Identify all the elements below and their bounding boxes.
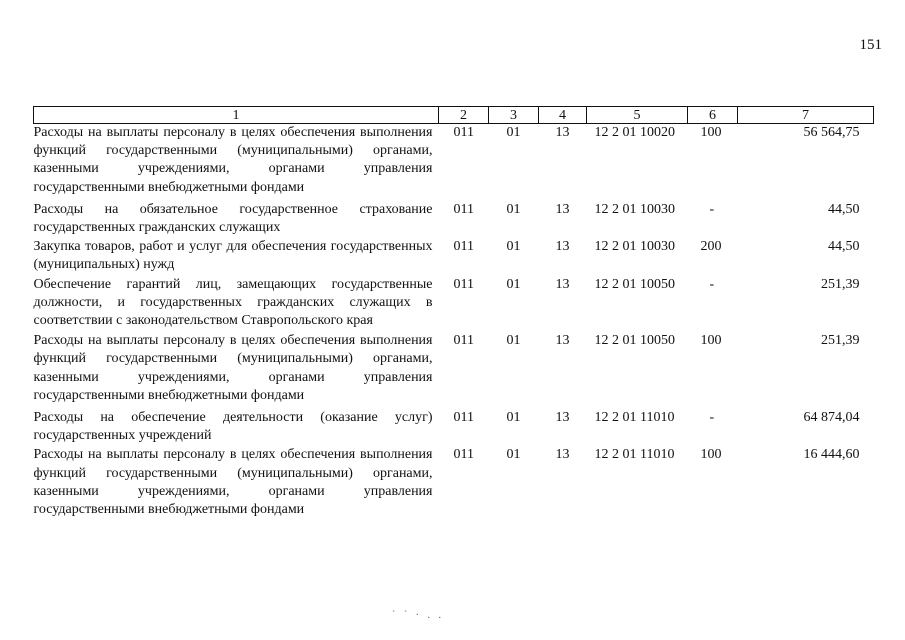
row-amount: 44,50 xyxy=(828,239,860,255)
row-admin-code: 011 xyxy=(453,125,474,140)
row-description: Расходы на выплаты персоналу в целях обеспечения выполнения функций государственными (муниципальными) органами, казенными учреждениями, органами управления государственными внебюджетными фондами xyxy=(33,333,433,403)
row-section: 01 xyxy=(506,239,521,255)
row-amount: 16 444,60 xyxy=(803,447,860,463)
row-admin-code: 011 xyxy=(453,239,474,255)
row-description: Расходы на обязательное государственное страхование государственных гражданских служащих xyxy=(33,201,433,236)
column-header-amount: 7 xyxy=(738,107,874,124)
row-section: 01 xyxy=(506,447,521,463)
table-row xyxy=(34,276,874,333)
table-row xyxy=(34,124,874,201)
row-subsection: 13 xyxy=(555,125,570,140)
row-subsection: 13 xyxy=(555,201,570,217)
row-admin-code: 011 xyxy=(453,201,474,217)
row-expense-type: 200 xyxy=(700,239,722,255)
row-admin-code: 011 xyxy=(453,276,474,292)
row-section: 01 xyxy=(506,125,521,140)
row-subsection: 13 xyxy=(555,447,570,463)
row-subsection: 13 xyxy=(555,276,570,292)
row-expense-type: 100 xyxy=(700,125,722,140)
row-subsection: 13 xyxy=(555,239,570,255)
row-section: 01 xyxy=(506,410,521,426)
row-admin-code: 011 xyxy=(453,447,474,463)
row-section: 01 xyxy=(506,333,521,349)
row-description: Расходы на выплаты персоналу в целях обеспечения выполнения функций государственными (муниципальными) органами, казенными учреждениями, органами управления государственными внебюджетными фондами xyxy=(33,447,433,518)
column-header-admin: 2 xyxy=(439,107,489,124)
column-header-expense-type: 6 xyxy=(688,107,738,124)
table-row xyxy=(34,201,874,238)
row-target-code: 12 2 01 10030 xyxy=(594,201,675,217)
row-target-code: 12 2 01 10030 xyxy=(594,239,675,255)
row-expense-type: 100 xyxy=(700,333,722,349)
row-target-code: 12 2 01 10050 xyxy=(594,276,675,292)
header-row xyxy=(34,107,874,124)
row-target-code: 12 2 01 10020 xyxy=(594,125,675,140)
row-target-code: 12 2 01 11010 xyxy=(594,410,675,426)
row-description: Закупка товаров, работ и услуг для обеспечения государственных (муниципальных) нужд xyxy=(33,239,433,273)
row-description: Расходы на выплаты персоналу в целях обеспечения выполнения функций государственными (муниципальными) органами, казенными учреждениями, органами управления государственными внебюджетными фондами xyxy=(33,125,433,195)
table-row xyxy=(34,446,874,519)
row-admin-code: 011 xyxy=(453,410,474,426)
row-amount: 64 874,04 xyxy=(803,410,860,426)
row-description: Обеспечение гарантий лиц, замещающих государственные должности, и государственных гражданских служащих в соответствии с законодательством Ставропольского края xyxy=(33,276,433,329)
row-expense-type: - xyxy=(709,410,715,426)
row-description: Расходы на обеспечение деятельности (оказание услуг) государственных учреждений xyxy=(33,410,433,444)
row-amount: 44,50 xyxy=(828,201,860,217)
row-subsection: 13 xyxy=(555,410,570,426)
row-amount: 56 564,75 xyxy=(803,125,860,140)
row-target-code: 12 2 01 10050 xyxy=(594,333,675,349)
column-header-description: 1 xyxy=(34,107,439,124)
row-section: 01 xyxy=(506,201,521,217)
row-expense-type: 100 xyxy=(700,447,722,463)
row-amount: 251,39 xyxy=(821,333,860,349)
row-admin-code: 011 xyxy=(453,333,474,349)
table-row xyxy=(34,238,874,275)
column-header-section: 3 xyxy=(489,107,539,124)
row-expense-type: - xyxy=(709,201,715,217)
table-row xyxy=(34,332,874,409)
row-amount: 251,39 xyxy=(821,276,860,292)
page-number: 151 xyxy=(859,37,882,53)
column-header-subsection: 4 xyxy=(539,107,587,124)
row-expense-type: - xyxy=(709,276,715,292)
column-header-target: 5 xyxy=(587,107,688,124)
budget-table xyxy=(33,106,874,519)
scan-artifact: ` ` · . . xyxy=(392,610,444,621)
row-section: 01 xyxy=(506,276,521,292)
table-row xyxy=(34,409,874,446)
row-target-code: 12 2 01 11010 xyxy=(594,447,675,463)
row-subsection: 13 xyxy=(555,333,570,349)
